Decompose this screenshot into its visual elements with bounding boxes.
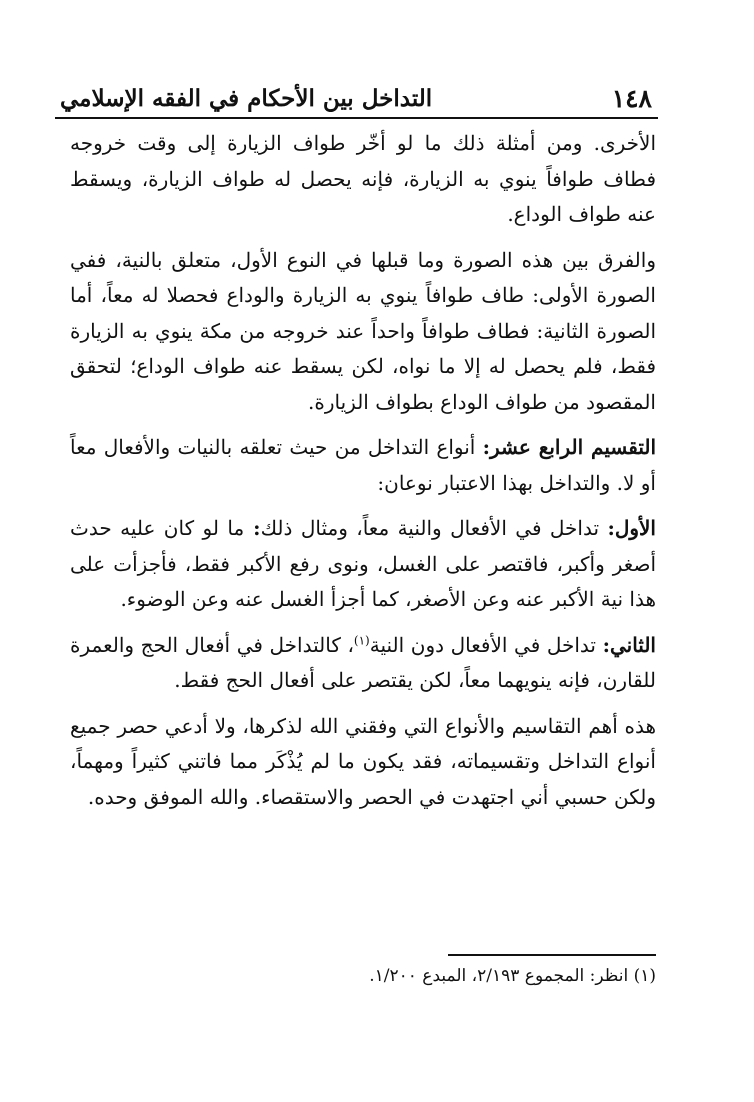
paragraph-2: والفرق بين هذه الصورة وما قبلها في النوع الأول، متعلق بالنية، ففي الصورة الأولى: طاف طوافاً ينوي به الزيارة والوداع فحصلا له معاً، أما الصورة الثانية: فطاف طوافاً واحداً عند خروجه من مكة ينوي به الزيارة فقط، فلم يحصل له إلا ما نواه، لكن يسقط عنه طواف الوداع؛ لتحقق المقصود من طواف الوداع بطواف الزيارة.: [70, 247, 656, 414]
footnote-reference[interactable]: (١): [353, 632, 370, 647]
running-header: [60, 74, 652, 114]
paragraph-4-text-a: تداخل في الأفعال والنية معاً، ومثال ذلك: [260, 516, 608, 540]
body-text: [70, 126, 656, 825]
paragraph-5-text-a: تداخل في الأفعال دون النية: [369, 632, 603, 657]
running-title: التداخل بين الأحكام في الفقه الإسلامي: [60, 85, 433, 112]
footnote-rule: [448, 954, 656, 956]
item-heading-first: الأول:: [607, 516, 656, 540]
paragraph-5-text-b: ، كالتداخل في أفعال الحج والعمرة للقارن، فإنه ينويهما معاً، لكن يقتصر على أفعال الحج فقط.: [70, 632, 656, 692]
paragraph-4: [70, 511, 656, 618]
footnote: [70, 962, 656, 990]
paragraph-5: [70, 628, 656, 699]
footnote-marker: (١): [633, 966, 656, 986]
paragraph-3-text: أنواع التداخل من حيث تعلقه بالنيات والأفعال معاً أو لا. والتداخل بهذا الاعتبار نوعان:: [70, 435, 656, 495]
footnote-text: انظر: المجموع ٢/١٩٣، المبدع ١/٢٠٠.: [369, 966, 634, 986]
paragraph-1: الأخرى. ومن أمثلة ذلك ما لو أخّر طواف الزيارة إلى وقت خروجه فطاف طوافاً ينوي به الزيارة، فإنه يحصل له طواف الزيارة، ويسقط عنه طواف الوداع.: [70, 131, 656, 226]
section-heading-fourteenth-division: التقسيم الرابع عشر:: [482, 435, 656, 459]
page-number: ١٤٨: [611, 84, 652, 113]
header-rule: [55, 117, 658, 119]
paragraph-4-text-b: ما لو كان عليه حدث أصغر وأكبر، فاقتصر على الغسل، ونوى رفع الأكبر فقط، فأجزأت على هذا نية الأكبر عنه وعن الأصغر، كما أجزأ الغسل عنه وعن الوضوء.: [70, 516, 656, 611]
item-heading-second: الثاني:: [602, 632, 656, 657]
paragraph-6: هذه أهم التقاسيم والأنواع التي وفقني الله لذكرها، ولا أدعي حصر جميع أنواع التداخل وتقسيماته، فقد يكون ما لم يُذْكَر مما فاتني كثيراً ومهماً، ولكن حسبي أني اجتهدت في الحصر والاستقصاء. والله الموفق وحده.: [70, 713, 656, 809]
paragraph-3: [70, 430, 656, 501]
paragraph-4-colon: :: [244, 516, 261, 540]
